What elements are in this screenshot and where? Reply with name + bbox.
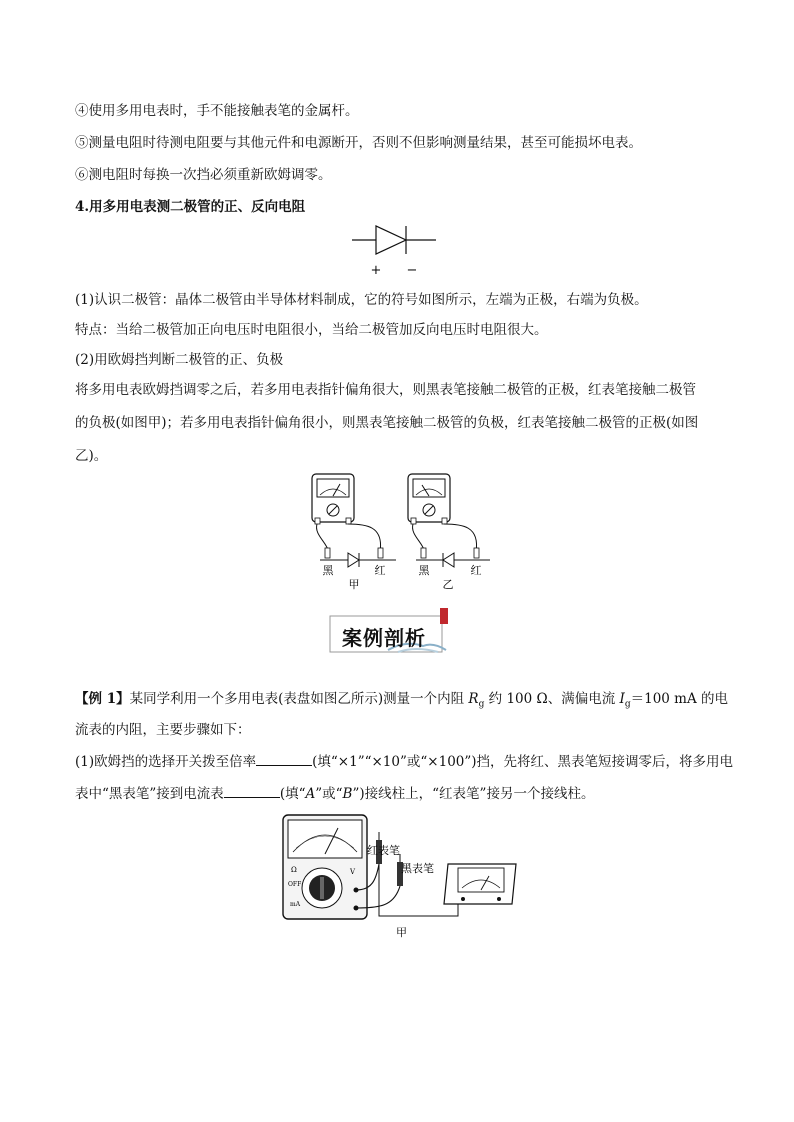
- dial-label-off: OFF: [288, 881, 302, 888]
- tip-6: ⑥测电阻时每换一次挡必须重新欧姆调零。: [75, 167, 332, 183]
- rg-symbol: R: [468, 691, 479, 707]
- para-2: 特点：当给二极管加正向电压时电阻很小，当给二极管加反向电压时电阻很大。: [75, 322, 548, 338]
- terminal-b: B: [342, 786, 353, 802]
- diode-test-figure: [300, 470, 500, 594]
- diode-symbol: [350, 220, 440, 280]
- right-black-label: 黑: [418, 564, 430, 577]
- right-caption: 乙: [442, 578, 454, 591]
- meter-left: [312, 474, 396, 591]
- dial-label-v: V: [350, 868, 356, 876]
- multimeter-dial-face: [288, 820, 362, 858]
- left-caption: 甲: [348, 578, 360, 591]
- right-red-label: 红: [470, 564, 482, 577]
- example-l4c: ”或“: [315, 786, 343, 802]
- example-l3a: (1)欧姆挡的选择开关拨至倍率: [75, 754, 257, 770]
- example-tag: 【例 1】: [75, 691, 130, 707]
- example-l4b: (填“: [279, 786, 306, 802]
- example-line-4: [75, 783, 594, 804]
- rg-subscript: g: [478, 699, 485, 710]
- terminal-a: A: [305, 786, 316, 802]
- para-1: (1)认识二极管：晶体二极管由半导体材料制成，它的符号如图所示，左端为正极，右端为负极。: [75, 292, 648, 308]
- answer-blank-1[interactable]: [256, 751, 312, 766]
- multimeter-figure: [280, 812, 530, 940]
- diode-minus: −: [406, 263, 418, 278]
- meter-right: [408, 474, 490, 591]
- example-l4a: 表中“黑表笔”接到电流表: [75, 786, 224, 802]
- example-l1b: 约 100 Ω、满偏电流: [484, 691, 620, 707]
- tip-5: ⑤测量电阻时待测电阻要与其他元件和电源断开，否则不但影响测量结果，甚至可能损坏电表。: [75, 135, 642, 151]
- diode-plus: +: [370, 263, 382, 278]
- red-probe-label: 红表笔: [367, 844, 400, 857]
- dial-label-ohm: Ω: [291, 866, 297, 874]
- para-4c: 乙)。: [75, 448, 108, 464]
- ammeter: [444, 864, 516, 904]
- example-line-1: [75, 689, 728, 715]
- section-heading: 4.用多用电表测二极管的正、反向电阻: [75, 199, 306, 215]
- left-red-label: 红: [374, 564, 386, 577]
- dial-label-ma: mA: [290, 901, 301, 908]
- left-black-label: 黑: [322, 564, 334, 577]
- case-analysis-banner: [328, 606, 453, 658]
- black-probe-label: 黑表笔: [401, 862, 434, 875]
- example-l4d: ”)接线柱上，“红表笔”接另一个接线柱。: [352, 786, 595, 802]
- ig-subscript: g: [624, 699, 631, 710]
- para-4a: 将多用电表欧姆挡调零之后，若多用电表指针偏角很大，则黑表笔接触二极管的正极，红表笔接触二极管: [75, 382, 696, 398]
- example-l1c: ＝100 mA 的电: [630, 691, 729, 707]
- para-3: (2)用欧姆挡判断二极管的正、负极: [75, 352, 284, 368]
- example-line-2: 流表的内阻，主要步骤如下：: [75, 722, 251, 738]
- para-4b: 的负极(如图甲)；若多用电表指针偏角很小，则黑表笔接触二极管的负极，红表笔接触二极管的正极(如图: [75, 415, 699, 431]
- tip-4: ④使用多用电表时，手不能接触表笔的金属杆。: [75, 103, 359, 119]
- ig-symbol: I: [619, 691, 625, 707]
- figure2-caption: 甲: [396, 926, 407, 939]
- example-l1a: 某同学利用一个多用电表(表盘如图乙所示)测量一个内阻: [129, 691, 469, 707]
- banner-title: 案例剖析: [342, 626, 426, 650]
- example-l3b: (填“×1”“×10”或“×100”)挡，先将红、黑表笔短接调零后，将多用电: [312, 754, 734, 770]
- example-line-3: [75, 751, 733, 772]
- answer-blank-2[interactable]: [224, 783, 280, 798]
